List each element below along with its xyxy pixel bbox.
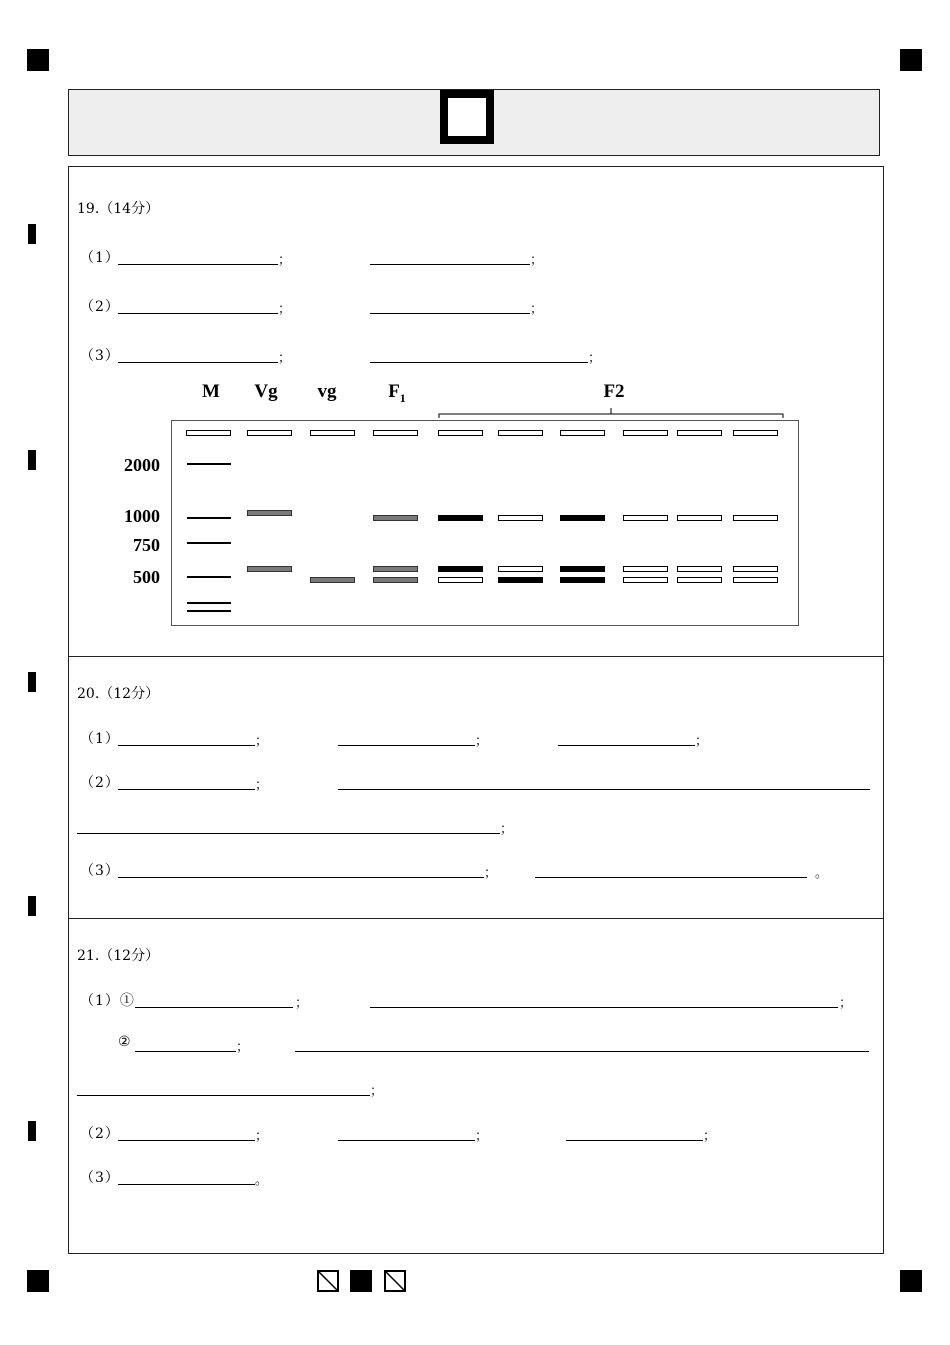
q21-separator: ；: [370, 1084, 384, 1099]
q21-separator: ；: [475, 1129, 489, 1144]
ladder-band: [187, 576, 231, 578]
q20-part1-label: （1）: [80, 731, 120, 747]
q21-separator: ；: [255, 1129, 269, 1144]
question-20-title: 20.（12分）: [77, 686, 160, 702]
q21-part1-sub1-blank-a[interactable]: [135, 1007, 293, 1008]
gel-band: [247, 566, 292, 572]
gel-band: [498, 577, 543, 583]
q20-separator: ；: [500, 822, 514, 837]
q19-separator: ；: [278, 302, 292, 317]
gel-band: [310, 577, 355, 583]
q19-part2-label: （2）: [80, 299, 120, 315]
q21-end-mark: 。: [255, 1173, 269, 1188]
footer-crossed-box: [317, 1270, 339, 1292]
q20-part2-blank-b-cont[interactable]: [77, 833, 500, 834]
gel-band: [438, 566, 483, 572]
q21-part1-sub2-blank-a[interactable]: [135, 1051, 236, 1052]
size-marker-2000: 2000: [124, 455, 160, 475]
gel-band: [733, 566, 778, 572]
gel-band: [373, 566, 418, 572]
q21-part2-blank-b[interactable]: [338, 1140, 475, 1141]
gel-well: [373, 430, 418, 436]
footer-crossed-box: [384, 1270, 406, 1292]
gel-band: [373, 515, 418, 521]
gel-band: [733, 577, 778, 583]
gel-band: [438, 515, 483, 521]
size-marker-500: 500: [133, 567, 160, 587]
q20-separator: ；: [695, 734, 709, 749]
gel-well: [733, 430, 778, 436]
question-20-section: [68, 656, 884, 919]
question-21-title: 21.（12分）: [77, 948, 160, 964]
gel-band: [438, 577, 483, 583]
q19-separator: ；: [530, 302, 544, 317]
gel-well: [623, 430, 668, 436]
gel-band: [623, 566, 668, 572]
timing-mark: [28, 672, 36, 692]
q19-part2-blank-a[interactable]: [118, 313, 278, 314]
ladder-band: [187, 610, 231, 612]
gel-band: [623, 577, 668, 583]
gel-band: [560, 577, 605, 583]
gel-col-label-f1: [388, 381, 406, 406]
q20-part1-blank-a[interactable]: [118, 745, 255, 746]
corner-mark-top-left: [27, 49, 49, 71]
q20-part1-blank-c[interactable]: [558, 745, 695, 746]
size-marker-750: 750: [133, 535, 160, 555]
q19-separator: ；: [588, 351, 602, 366]
gel-band: [498, 566, 543, 572]
q20-part2-blank-a[interactable]: [118, 789, 255, 790]
q19-separator: ；: [278, 351, 292, 366]
q19-part1-blank-a[interactable]: [118, 264, 278, 265]
gel-well: [438, 430, 483, 436]
gel-col-label-m: M: [202, 381, 220, 402]
timing-mark: [28, 896, 36, 916]
q21-part2-blank-a[interactable]: [118, 1140, 255, 1141]
q19-part3-blank-b[interactable]: [370, 362, 588, 363]
ladder-band: [187, 517, 231, 519]
q21-part3-label: （3）: [80, 1170, 120, 1186]
q20-separator: ；: [255, 778, 269, 793]
timing-mark: [28, 224, 36, 244]
q21-part1-sub1-blank-b[interactable]: [370, 1007, 838, 1008]
q21-part3-blank-a[interactable]: [118, 1184, 255, 1185]
q21-part2-blank-c[interactable]: [566, 1140, 703, 1141]
gel-band: [677, 566, 722, 572]
gel-col-label-f2: F2: [603, 381, 625, 402]
q20-separator: ；: [255, 734, 269, 749]
ladder-band: [187, 463, 231, 465]
gel-well: [677, 430, 722, 436]
size-marker-1000: 1000: [124, 506, 160, 526]
gel-well: [310, 430, 355, 436]
corner-mark-top-right: [900, 49, 922, 71]
gel-band: [623, 515, 668, 521]
f2-bracket: [430, 405, 790, 421]
question-19-title: 19.（14分）: [77, 201, 160, 217]
gel-frame: [171, 420, 799, 626]
q20-part3-blank-b[interactable]: [535, 877, 807, 878]
q20-separator: ；: [475, 734, 489, 749]
q21-separator: ；: [703, 1129, 717, 1144]
q21-part1-sub2-blank-b[interactable]: [295, 1051, 869, 1052]
question-21-section: [68, 918, 884, 1254]
corner-mark-bottom-right: [900, 1270, 922, 1292]
gel-band: [373, 577, 418, 583]
q20-part3-blank-a[interactable]: [118, 877, 484, 878]
gel-band: [498, 515, 543, 521]
q20-part2-label: （2）: [80, 775, 120, 791]
q20-part1-blank-b[interactable]: [338, 745, 475, 746]
q21-part1-label: （1）①: [80, 993, 135, 1009]
gel-well: [498, 430, 543, 436]
q21-separator: ；: [236, 1040, 250, 1055]
ladder-band: [187, 602, 231, 604]
q21-part2-label: （2）: [80, 1126, 120, 1142]
q19-separator: ；: [278, 253, 292, 268]
gel-col-label-vg-dominant: Vg: [254, 381, 278, 402]
header-square-mark: [440, 90, 494, 144]
gel-col-label-vg-recessive: vg: [317, 381, 337, 402]
q19-part1-blank-b[interactable]: [370, 264, 530, 265]
f1-base: F: [388, 381, 400, 402]
q21-part1-sub2-label: ②: [118, 1034, 132, 1050]
slash-icon: [319, 1272, 337, 1290]
f1-subscript: 1: [399, 390, 406, 405]
gel-band: [247, 510, 292, 516]
timing-mark: [28, 1121, 36, 1141]
q19-part3-blank-a[interactable]: [118, 362, 278, 363]
gel-band: [733, 515, 778, 521]
ladder-band: [187, 542, 231, 544]
corner-mark-bottom-left: [27, 1270, 49, 1292]
gel-band: [560, 515, 605, 521]
gel-well: [247, 430, 292, 436]
q21-separator: ；: [839, 996, 853, 1011]
q20-separator: ；: [484, 866, 498, 881]
q19-part1-label: （1）: [80, 250, 120, 266]
q21-separator: ；: [295, 996, 309, 1011]
q20-part3-label: （3）: [80, 863, 120, 879]
q21-part1-sub2-blank-b-cont[interactable]: [77, 1095, 370, 1096]
q19-part2-blank-b[interactable]: [370, 313, 530, 314]
q19-part3-label: （3）: [80, 348, 120, 364]
gel-well: [186, 430, 231, 436]
slash-icon: [386, 1272, 404, 1290]
gel-well: [560, 430, 605, 436]
q19-separator: ；: [530, 253, 544, 268]
gel-band: [677, 515, 722, 521]
q20-part2-blank-b[interactable]: [338, 789, 870, 790]
gel-band: [677, 577, 722, 583]
footer-filled-box: [350, 1270, 372, 1292]
q20-end-mark: 。: [815, 866, 829, 881]
timing-mark: [28, 450, 36, 470]
gel-band: [560, 566, 605, 572]
